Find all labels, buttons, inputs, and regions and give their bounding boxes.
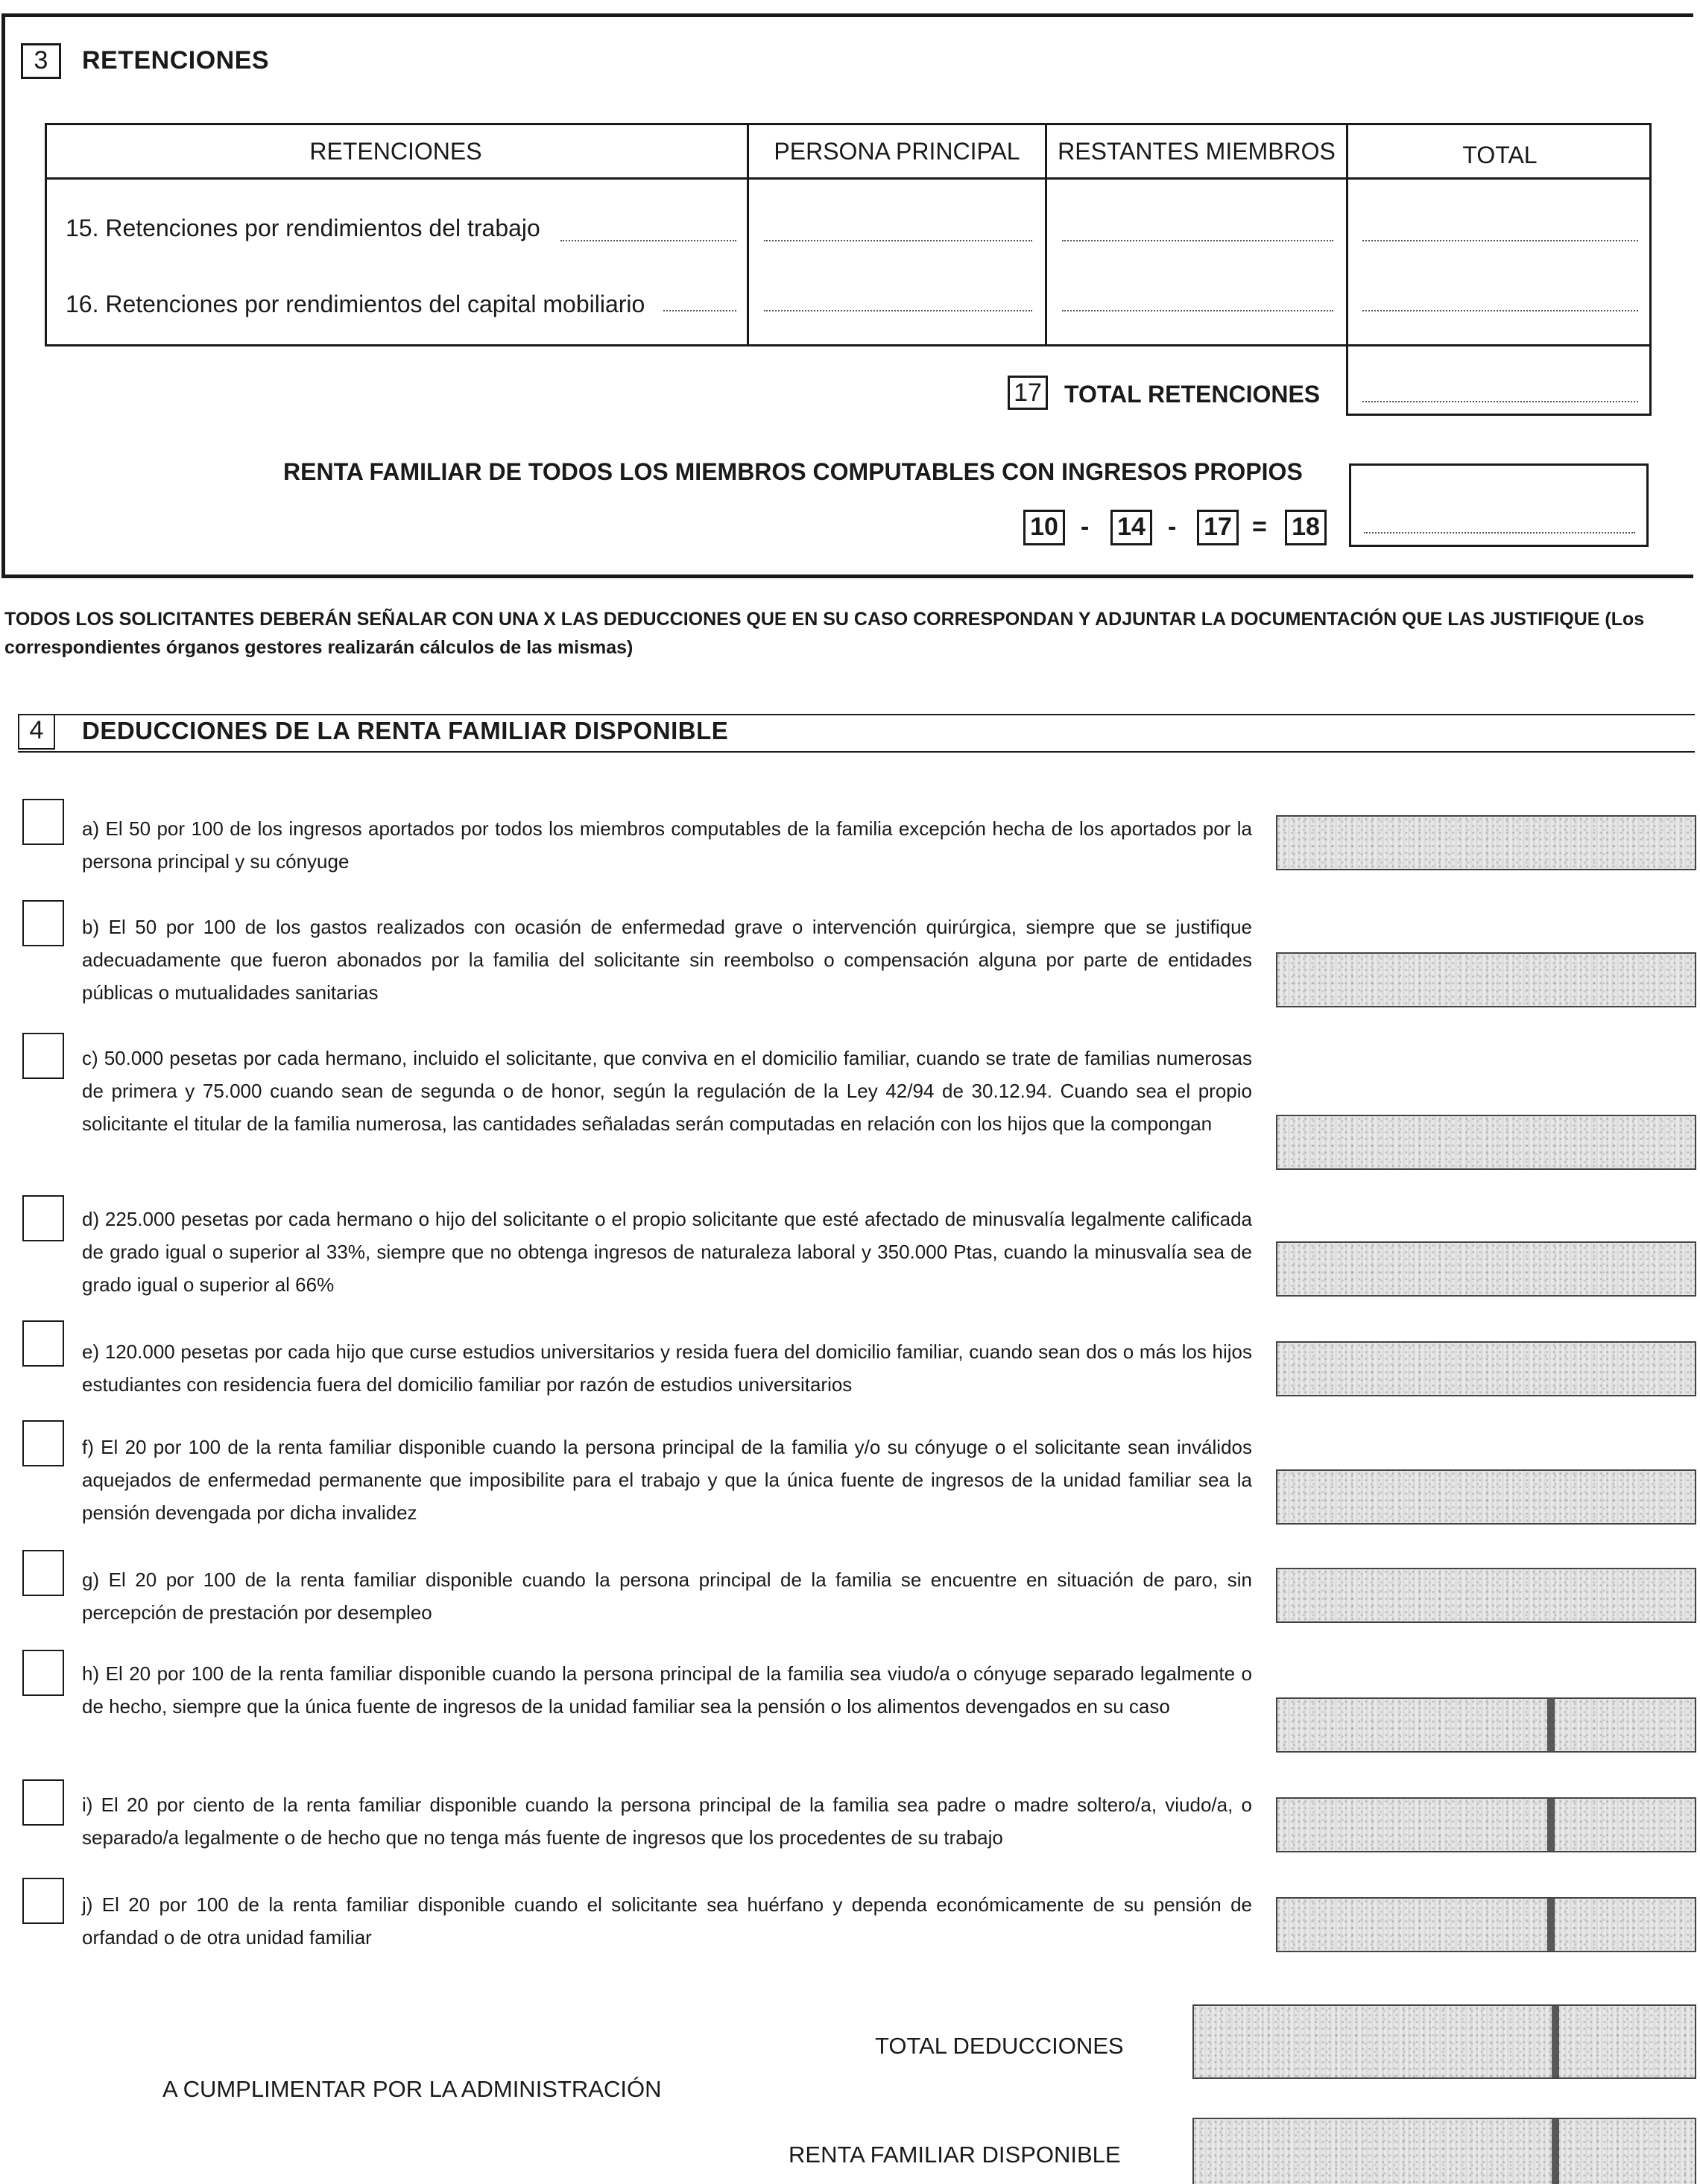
th-persona-principal: PERSONA PRINCIPAL [774, 138, 1020, 165]
deduction-b-text: b) El 50 por 100 de los gastos realizados con ocasión de enfermedad grave o intervención quirúrgica, siempre que se justifique adecuadamente que fueron abonados por la familia del solicitante sin reembolso o compensación alguna por parte de entidades públicas o mutualidades sanitarias [82, 916, 1252, 1004]
deduction-c-checkbox[interactable] [22, 1033, 64, 1079]
th-retenciones: RETENCIONES [309, 138, 482, 165]
renta-familiar-field [1364, 532, 1635, 534]
total-retenciones-field [1362, 401, 1638, 402]
formula-equals: = [1252, 513, 1267, 541]
deduction-c-amount-box [1276, 1115, 1696, 1170]
deduction-j-checkbox[interactable] [22, 1878, 64, 1924]
section-4-bottom-rule [18, 751, 1695, 753]
deduction-f-text: f) El 20 por 100 de la renta familiar disponible cuando la persona principal de la familia y/o su cónyuge o el solicitante sean inválidos aquejados de enfermedad permanente que imposibilite para el trabajo y que la única fuente de ingresos de la unidad familiar sea la pensión devengada por dicha invalidez [82, 1436, 1252, 1524]
deduction-a-text: a) El 50 por 100 de los ingresos aportados por todos los miembros computables de la familia excepción hecha de los aportados por la persona principal y su cónyuge [82, 817, 1252, 873]
section-3-number: 3 [21, 43, 61, 79]
deduction-b-checkbox[interactable] [22, 900, 64, 946]
row-16-restantes-miembros-field[interactable] [1062, 310, 1333, 311]
th-restantes-miembros: RESTANTES MIEMBROS [1058, 138, 1336, 165]
deduction-d-amount-box [1276, 1241, 1696, 1297]
deduction-h-checkbox[interactable] [22, 1650, 64, 1696]
scan-mark [1547, 1699, 1555, 1751]
row-15-leader [560, 240, 736, 241]
row-15-persona-principal-field[interactable] [764, 240, 1032, 241]
formula-minus-1: - [1081, 513, 1090, 541]
row-15-total-field[interactable] [1362, 240, 1638, 241]
deduction-a-amount-box [1276, 815, 1696, 870]
notice-bold-text: TODOS LOS SOLICITANTES DEBERÁN SEÑALAR CON UNA X LAS DEDUCCIONES QUE EN SU CASO CORRESPONDAN Y ADJUNTAR LA DOCUMENTACIÓN QUE LAS JUSTIFIQUE [4, 609, 1600, 630]
section-4-number: 4 [18, 714, 55, 750]
deduction-d-text: d) 225.000 pesetas por cada hermano o hijo del solicitante o el propio solicitante que esté afectado de minusvalía legalmente calificada de grado igual o superior al 33%, siempre que no obtenga ingresos de naturaleza laboral y 350.000 Ptas, cuando la minusvalía sea de grado igual o superior al 66% [82, 1208, 1252, 1296]
notice-paren-text: (Los correspondientes órganos gestores realizarán cálculos de las mismas) [4, 609, 1645, 658]
section-4-top-rule [18, 714, 1695, 715]
total-retenciones-box[interactable] [1346, 344, 1652, 416]
renta-familiar-box[interactable] [1349, 463, 1649, 547]
deductions-notice [4, 605, 1674, 662]
deduction-d-checkbox[interactable] [22, 1195, 64, 1241]
deduction-j-amount-box [1276, 1897, 1696, 1952]
total-retenciones-number: 17 [1008, 376, 1048, 410]
deduction-e-checkbox[interactable] [22, 1320, 64, 1367]
formula-box-10: 10 [1023, 510, 1065, 545]
formula-box-17: 17 [1197, 510, 1239, 545]
section-3-title: RETENCIONES [82, 46, 270, 75]
deduction-j-text: j) El 20 por 100 de la renta familiar disponible cuando el solicitante sea huérfano y dependa económicamente de su pensión de orfandad o de otra unidad familiar [82, 1893, 1252, 1949]
formula-box-18: 18 [1285, 510, 1327, 545]
deduction-h-text: h) El 20 por 100 de la renta familiar disponible cuando la persona principal de la familia sea viudo/a o cónyuge separado legalmente o de hecho, siempre que la única fuente de ingresos de la unidad familiar sea la pensión o los alimentos devengados en su caso [82, 1662, 1252, 1718]
deduction-i-text: i) El 20 por ciento de la renta familiar disponible cuando la persona principal de la familia sea padre o madre soltero/a, viudo/a, o separado/a legalmente o de hecho que no tenga más fuente de ingresos que los procedentes de su trabajo [82, 1794, 1252, 1849]
row-16-persona-principal-field[interactable] [764, 310, 1032, 311]
deduction-g-amount-box [1276, 1568, 1696, 1623]
deduction-a-checkbox[interactable] [22, 799, 64, 845]
deduction-g-checkbox[interactable] [22, 1550, 64, 1596]
renta-disponible-label: RENTA FAMILIAR DISPONIBLE [789, 2142, 1121, 2168]
deduction-b-amount-box [1276, 952, 1696, 1007]
deduction-e-amount-box [1276, 1341, 1696, 1396]
formula-minus-2: - [1168, 513, 1177, 541]
row-16-total-field[interactable] [1362, 310, 1638, 311]
deduction-f-amount-box [1276, 1469, 1696, 1525]
renta-familiar-label: RENTA FAMILIAR DE TODOS LOS MIEMBROS COMPUTABLES CON INGRESOS PROPIOS [283, 458, 1303, 485]
row-15-restantes-miembros-field[interactable] [1062, 240, 1333, 241]
scan-mark [1552, 2006, 1559, 2077]
row-15-label: 15. Retenciones por rendimientos del trabajo [66, 215, 540, 241]
deduction-f-checkbox[interactable] [22, 1420, 64, 1466]
th-total: TOTAL [1462, 142, 1538, 168]
section-4-title: DEDUCCIONES DE LA RENTA FAMILIAR DISPONIBLE [82, 717, 729, 744]
total-deducciones-box [1192, 2004, 1696, 2079]
total-deducciones-label: TOTAL DEDUCCIONES [875, 2033, 1124, 2059]
row-16-leader [663, 310, 736, 311]
deduction-e-text: e) 120.000 pesetas por cada hijo que curse estudios universitarios y resida fuera del domicilio familiar, cuando sean dos o más los hijos estudiantes con residencia fuera del domicilio familiar por razón de estudios universitarios [82, 1341, 1252, 1396]
deduction-g-text: g) El 20 por 100 de la renta familiar disponible cuando la persona principal de la familia se encuentre en situación de paro, sin percepción de prestación por desempleo [82, 1569, 1252, 1624]
deduction-i-checkbox[interactable] [22, 1779, 64, 1826]
formula-box-14: 14 [1110, 510, 1152, 545]
scan-mark [1547, 1799, 1555, 1851]
deduction-h-amount-box [1276, 1697, 1696, 1753]
admin-label: A CUMPLIMENTAR POR LA ADMINISTRACIÓN [162, 2076, 662, 2102]
scan-mark [1547, 1899, 1555, 1951]
row-16-label: 16. Retenciones por rendimientos del capital mobiliario [66, 291, 645, 317]
deduction-c-text: c) 50.000 pesetas por cada hermano, incluido el solicitante, que conviva en el domicilio familiar, cuando se trate de familias numerosas de primera y 75.000 cuando sean de segunda o de honor, según la regulación de la Ley 42/94 de 30.12.94. Cuando sea el propio solicitante el titular de la familia numerosa, las cantidades señaladas serán computadas en relación con los hijos que la compongan [82, 1047, 1252, 1135]
renta-disponible-box [1192, 2118, 1696, 2184]
scan-mark [1552, 2119, 1559, 2184]
deduction-i-amount-box [1276, 1797, 1696, 1852]
table-header-divider [45, 177, 1652, 180]
total-retenciones-label: TOTAL RETENCIONES [1064, 381, 1321, 408]
